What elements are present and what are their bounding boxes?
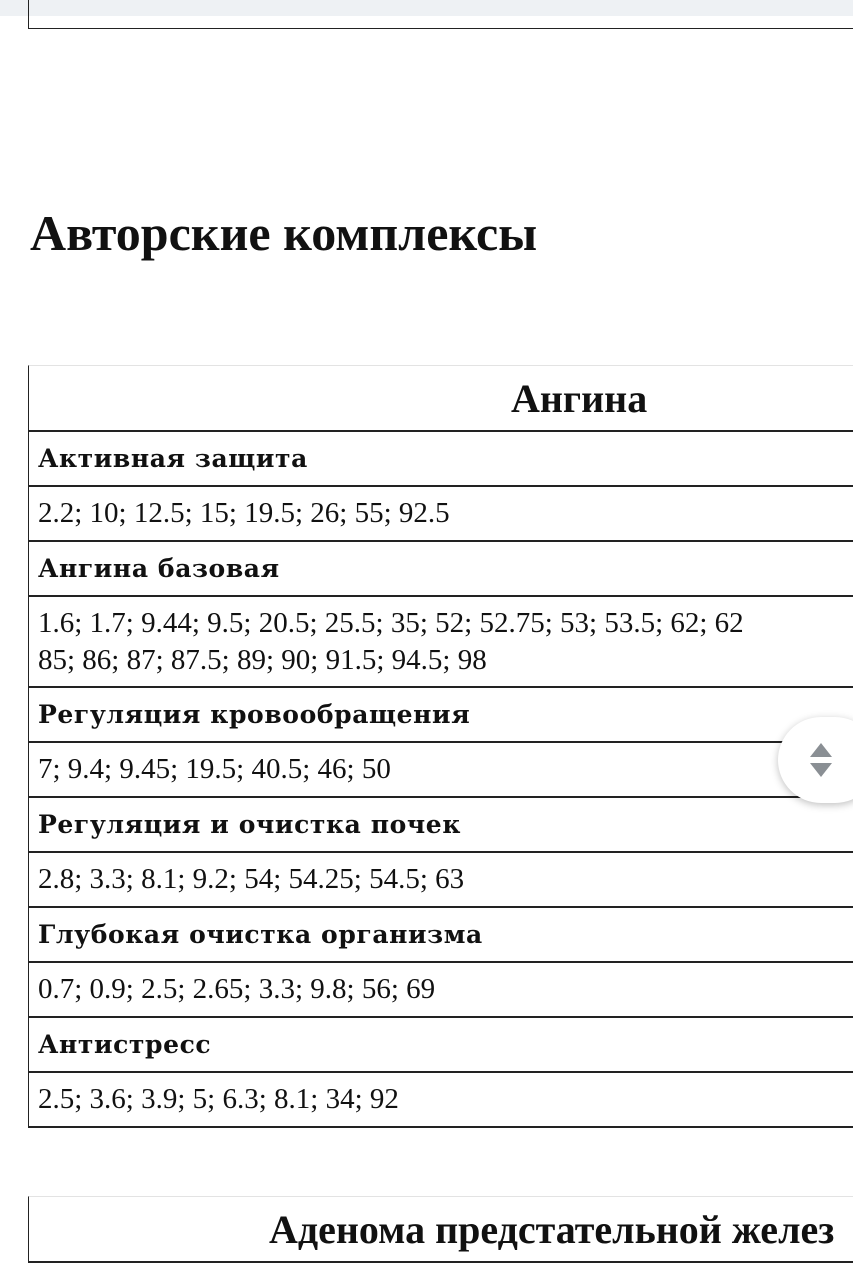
up-down-arrows-icon [808,741,834,779]
table-header: Аденома предстательной желез [29,1197,853,1263]
row-name: Глубокая очистка организма [29,908,853,963]
row-name: Активная защита [29,432,853,487]
values-line: 0.7; 0.9; 2.5; 2.65; 3.3; 9.8; 56; 69 [38,973,436,1005]
values-line: 2.5; 3.6; 3.9; 5; 6.3; 8.1; 34; 92 [38,1083,399,1115]
adenoma-table [28,1196,853,1263]
row-name: Регуляция и очистка почек [29,798,853,853]
row-values [29,853,853,908]
previous-table-edge [28,0,853,29]
table-header: Ангина [29,366,853,432]
values-line: 7; 9.4; 9.45; 19.5; 40.5; 46; 50 [38,753,391,785]
section-title: Авторские комплексы [30,205,538,261]
row-name: Регуляция кровообращения [29,688,853,743]
row-values [29,487,853,542]
row-values [29,1073,853,1128]
values-line: 85; 86; 87; 87.5; 89; 90; 91.5; 94.5; 98 [38,643,487,676]
row-values [29,743,853,798]
row-values [29,963,853,1018]
row-name: Ангина базовая [29,542,853,597]
row-values [29,597,853,688]
values-line: 2.8; 3.3; 8.1; 9.2; 54; 54.25; 54.5; 63 [38,863,465,895]
angina-table [28,365,853,1128]
values-line: 1.6; 1.7; 9.44; 9.5; 20.5; 25.5; 35; 52; 52.75; 53; 53.5; 62; 62 [38,606,744,639]
values-line: 2.2; 10; 12.5; 15; 19.5; 26; 55; 92.5 [38,497,450,529]
row-name: Антистресс [29,1018,853,1073]
